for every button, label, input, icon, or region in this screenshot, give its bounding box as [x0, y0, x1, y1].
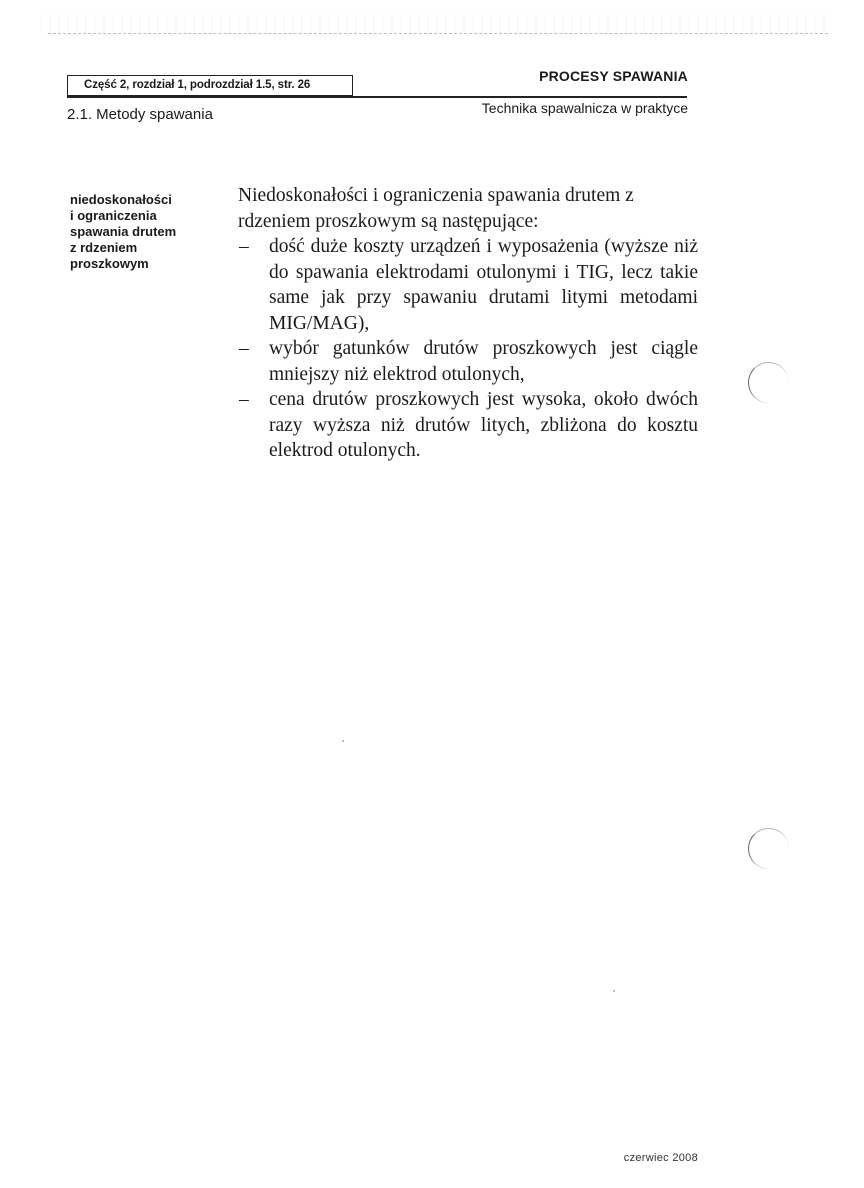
margin-keyword-line: i ograniczenia [70, 208, 157, 223]
list-item-text: wybór gatunków drutów proszkowych jest ciągle mniejszy niż elektrod otulonych, [269, 338, 698, 385]
section-reference: Część 2, rozdział 1, podrozdział 1.5, str. 26 [84, 79, 311, 91]
limitations-list [238, 234, 698, 464]
punch-hole-mark [748, 828, 789, 869]
list-item-text: dość duże koszty urządzeń i wyposażenia (wyższe niż do spawania elektrodami otulonymi i TIG, lecz takie same jak przy spawaniu drutami litymi metodami MIG/MAG), [269, 236, 698, 334]
scan-edge-line [48, 33, 828, 34]
intro-paragraph [238, 183, 698, 234]
intro-line: rdzeniem proszkowym są następujące: [238, 210, 539, 232]
header-divider [67, 96, 687, 98]
margin-keyword-line: niedoskonałości [70, 192, 172, 207]
list-dash: – [239, 236, 249, 257]
chapter-heading: 2.1. Metody spawania [67, 106, 213, 123]
punch-hole-mark [748, 362, 789, 403]
margin-keyword-line: z rdzeniem [70, 240, 138, 255]
scan-speck [613, 990, 615, 992]
intro-line: Niedoskonałości i ograniczenia spawania drutem z [238, 185, 634, 206]
body-text [238, 183, 698, 464]
list-item [238, 234, 698, 336]
list-item [238, 336, 698, 387]
margin-keyword [70, 192, 220, 272]
scan-noise-top [40, 14, 830, 34]
list-item-text: cena drutów proszkowych jest wysoka, około dwóch razy wyższa niż drutów litych, zbliżona do kosztu elektrod otulonych. [269, 389, 698, 461]
margin-keyword-line: proszkowym [70, 256, 149, 271]
section-reference-box [67, 75, 353, 97]
list-dash: – [239, 389, 249, 410]
document-subtitle: Technika spawalnicza w praktyce [481, 100, 688, 116]
list-item [238, 387, 698, 464]
document-title: PROCESY SPAWANIA [539, 68, 688, 84]
footer-date: czerwiec 2008 [623, 1152, 698, 1164]
margin-keyword-line: spawania drutem [70, 224, 177, 239]
scan-speck [342, 740, 344, 742]
list-dash: – [239, 338, 249, 359]
